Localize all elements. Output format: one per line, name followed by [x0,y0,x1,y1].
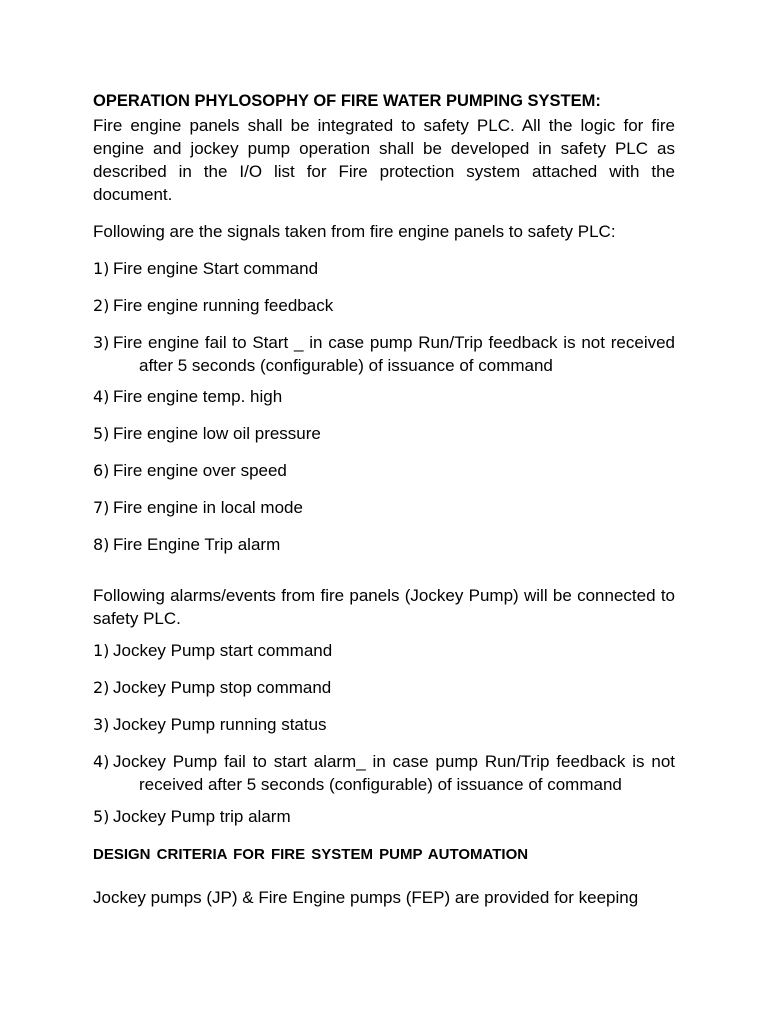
list-text: Fire engine running feedback [113,296,334,315]
list-text: Fire engine in local mode [113,498,303,517]
list-number: 1) [93,259,110,278]
jockey-pump-signal-list [93,639,675,828]
list-number: 5) [93,807,110,826]
list-text: Jockey Pump trip alarm [113,807,291,826]
document-page [93,90,675,909]
list-item [93,496,675,519]
list-text: Fire engine Start command [113,259,319,278]
list-item [93,676,675,699]
list-number: 4) [93,387,110,406]
list-text: Fire Engine Trip alarm [113,535,281,554]
list-item [93,294,675,317]
list-number: 1) [93,641,110,660]
list-text: Fire engine fail to Start _ in case pump Run/Trip feedback is not received after 5 seconds (configurable) of issuance of command [113,333,675,375]
list-item [93,385,675,408]
list-item [93,639,675,662]
list-item [93,331,675,377]
list-item [93,459,675,482]
list-item [93,422,675,445]
list-number: 6) [93,461,110,480]
list-number: 2) [93,296,110,315]
list-text: Jockey Pump start command [113,641,333,660]
list-text: Fire engine over speed [113,461,287,480]
list-number: 4) [93,752,110,771]
list-item [93,805,675,828]
fire-engine-signal-list [93,257,675,556]
intro-paragraph: Fire engine panels shall be integrated to safety PLC. All the logic for fire engine and jockey pump operation shall be developed in safety PLC as described in the I/O list for Fire protection system attached with the document. [93,116,675,204]
list-text: Fire engine low oil pressure [113,424,321,443]
list-number: 3) [93,333,110,352]
list-number: 2) [93,678,110,697]
list-item [93,713,675,736]
heading-design-criteria: DESIGN CRITERIA FOR FIRE SYSTEM PUMP AUTOMATION [93,846,529,863]
heading-operation-philosophy: OPERATION PHYLOSOPHY OF FIRE WATER PUMPING SYSTEM: [93,92,601,110]
jockey-pump-intro: Following alarms/events from fire panels (Jockey Pump) will be connected to safety PLC. [93,586,675,628]
list-number: 7) [93,498,110,517]
list-number: 5) [93,424,110,443]
list-item [93,257,675,280]
list-text: Fire engine temp. high [113,387,283,406]
list-text: Jockey Pump stop command [113,678,332,697]
list-number: 3) [93,715,110,734]
list-item [93,750,675,796]
design-paragraph: Jockey pumps (JP) & Fire Engine pumps (FEP) are provided for keeping [93,888,639,907]
fire-engine-signals-intro: Following are the signals taken from fire engine panels to safety PLC: [93,222,616,241]
list-item [93,533,675,556]
list-text: Jockey Pump fail to start alarm_ in case pump Run/Trip feedback is not received after 5 seconds (configurable) of issuance of command [113,752,675,794]
list-text: Jockey Pump running status [113,715,327,734]
list-number: 8) [93,535,110,554]
